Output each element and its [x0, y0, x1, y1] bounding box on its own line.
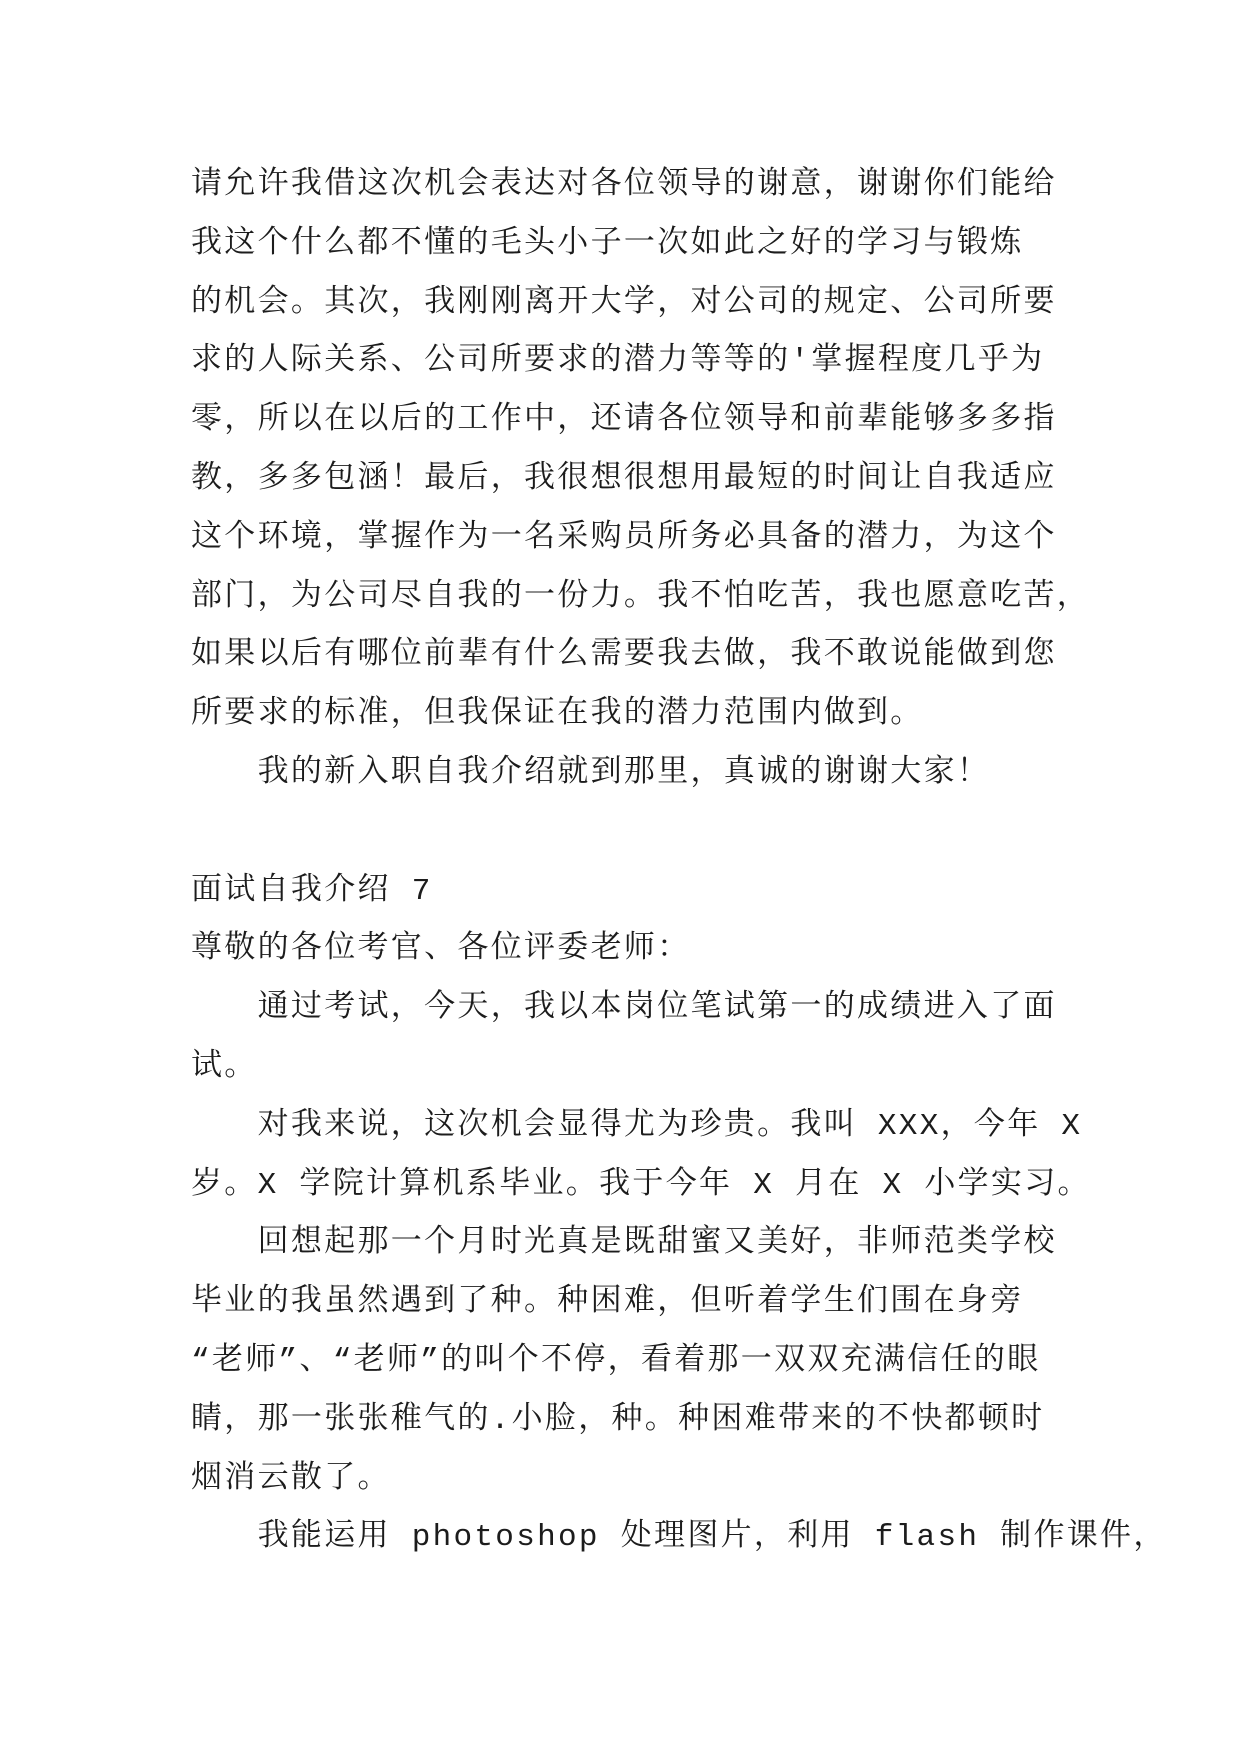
salutation: 尊敬的各位考官、各位评委老师：	[191, 932, 691, 968]
paragraph-line: 的机会。其次，我刚刚离开大学，对公司的规定、公司所要	[191, 285, 1057, 321]
paragraph-line: 毕业的我虽然遇到了种。种困难，但听着学生们围在身旁	[191, 1285, 1024, 1321]
paragraph-line: 睛，那一张张稚气的.小脸，种。种困难带来的不快都顿时	[191, 1402, 1045, 1438]
paragraph-line: 通过考试，今天，我以本岗位笔试第一的成绩进入了面	[257, 991, 1057, 1027]
paragraph	[191, 1098, 1091, 1216]
paragraph-line: 我能运用 photoshop 处理图片，利用 flash 制作课件，	[257, 1520, 1167, 1556]
paragraph-line: 这个环境，掌握作为一名采购员所务必具备的潜力，为这个	[191, 520, 1057, 556]
paragraph-line: 岁。X 学院计算机系毕业。我于今年 X 月在 X 小学实习。	[191, 1167, 1091, 1203]
document-body	[191, 157, 1167, 1568]
paragraph-line: 零，所以在以后的工作中，还请各位领导和前辈能够多多指	[191, 403, 1057, 439]
paragraph-line: 请允许我借这次机会表达对各位领导的谢意，谢谢你们能给	[191, 168, 1057, 203]
paragraph	[191, 980, 1091, 1098]
paragraph	[191, 745, 1091, 804]
paragraph-line: 教，多多包涵！最后，我很想很想用最短的时间让自我适应	[191, 461, 1057, 497]
paragraph-line: 所要求的标准，但我保证在我的潜力范围内做到。	[191, 697, 924, 733]
section-heading: 面试自我介绍 7	[191, 873, 433, 909]
paragraph-line: 我这个什么都不懂的毛头小子一次如此之好的学习与锻炼	[191, 226, 1024, 262]
paragraph-line: 对我来说，这次机会显得尤为珍贵。我叫 XXX，今年 X	[257, 1108, 1083, 1144]
paragraph-line: 回想起那一个月时光真是既甜蜜又美好，非师范类学校	[257, 1226, 1057, 1262]
paragraph	[191, 1509, 1167, 1568]
paragraph-line: “老师”、“老师”的叫个不停，看着那一双双充满信任的眼	[191, 1343, 1041, 1379]
paragraph-line: 如果以后有哪位前辈有什么需要我去做，我不敢说能做到您	[191, 638, 1057, 674]
paragraph	[191, 1215, 1091, 1509]
paragraph-line: 部门，为公司尽自我的一份力。我不怕吃苦，我也愿意吃苦，	[191, 579, 1091, 615]
paragraph-line: 我的新入职自我介绍就到那里，真诚的谢谢大家！	[257, 755, 991, 791]
paragraph-line: 烟消云散了。	[191, 1461, 391, 1497]
paragraph-line: 求的人际关系、公司所要求的潜力等等的'掌握程度几乎为	[191, 344, 1045, 380]
paragraph-line: 试。	[191, 1049, 258, 1085]
paragraph	[191, 157, 1091, 745]
